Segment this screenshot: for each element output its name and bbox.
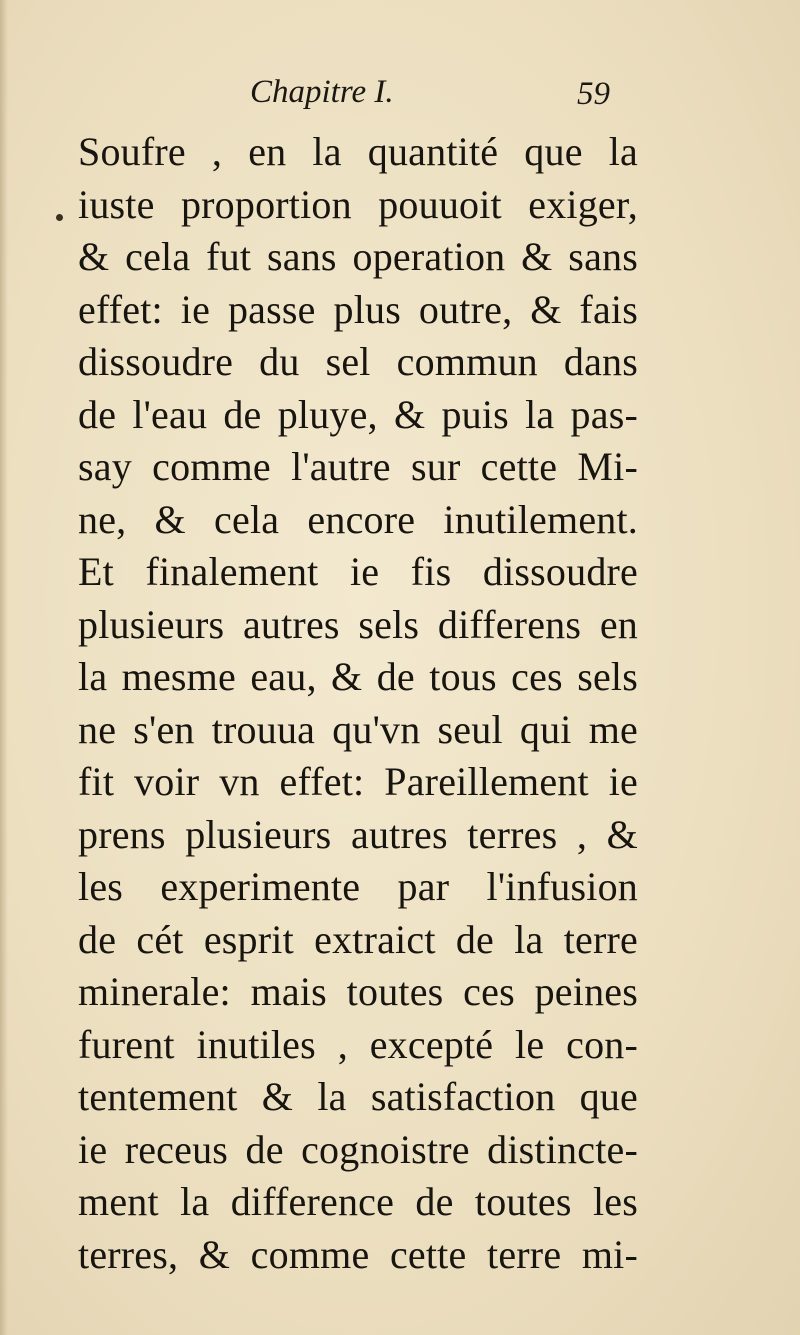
text-line: prens plusieurs autres terres , &: [78, 811, 638, 857]
text-line: iuste proportion pouuoit exiger,: [78, 181, 638, 227]
text-line: minerale: mais toutes ces peines: [78, 969, 638, 1014]
text-line: tentement & la satisfaction que: [78, 1074, 638, 1119]
body-text: [78, 126, 638, 1281]
text-line: les experimente par l'infusion: [78, 864, 638, 909]
text-line: furent inutiles , excepté le con-: [78, 1021, 638, 1067]
text-line: fit voir vn effet: Pareillement ie: [78, 759, 638, 804]
ink-spot: [56, 214, 63, 221]
running-head: [90, 74, 620, 118]
text-line: terres, & comme cette terre mi-: [78, 1231, 638, 1277]
text-line: la mesme eau, & de tous ces sels: [78, 654, 638, 699]
text-line: Et finalement ie fis dissoudre: [78, 549, 638, 594]
text-line: ne s'en trouua qu'vn seul qui me: [78, 706, 638, 752]
chapter-title: Chapitre I.: [250, 74, 394, 110]
text-line: effet: ie passe plus outre, & fais: [78, 286, 638, 332]
text-line: Soufre , en la quantité que la: [78, 129, 638, 174]
text-line: & cela fut sans operation & sans: [78, 234, 638, 279]
text-line: say comme l'autre sur cette Mi-: [78, 444, 638, 489]
page-edge-shadow: [0, 0, 8, 1335]
text-line: ment la difference de toutes les: [78, 1179, 638, 1224]
text-line: ne, & cela encore inutilement.: [78, 496, 638, 542]
page-number: 59: [577, 76, 610, 112]
text-line: de l'eau de pluye, & puis la pas-: [78, 391, 638, 437]
text-line: plusieurs autres sels differens en: [78, 601, 638, 647]
text-line: ie receus de cognoistre distincte-: [78, 1126, 638, 1172]
text-line: dissoudre du sel commun dans: [78, 339, 638, 384]
text-line: de cét esprit extraict de la terre: [78, 916, 638, 962]
